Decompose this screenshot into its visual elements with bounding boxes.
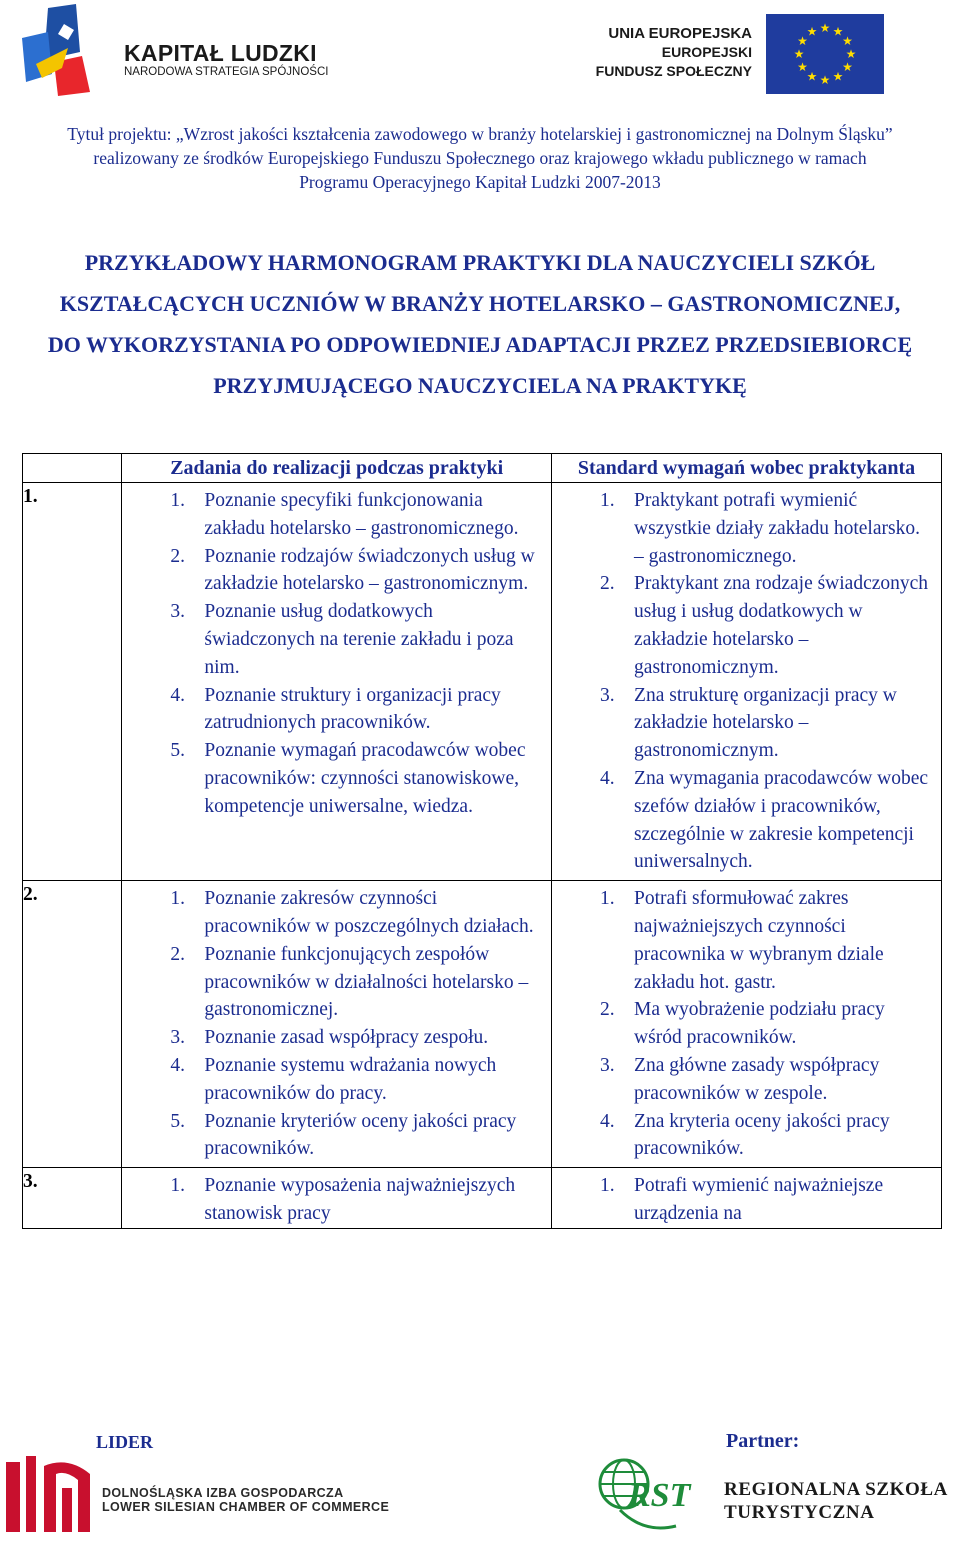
item-text: Poznanie specyfiki funkcjonowania zakładu hotelarsko – gastronomicznego.	[204, 490, 519, 539]
project-line-2: realizowany ze środków Europejskiego Funduszu Społecznego oraz krajowego wkładu publicznego w ramach	[93, 148, 867, 168]
task-list	[122, 1168, 551, 1228]
kapital-ludzki-name: KAPITAŁ LUDZKI	[124, 40, 317, 66]
kapital-ludzki-logo	[18, 4, 329, 96]
task-list	[122, 881, 551, 1167]
eu-flag-icon	[766, 14, 884, 94]
dig-line-2: LOWER SILESIAN CHAMBER OF COMMERCE	[102, 1500, 390, 1514]
item-number: 2.	[170, 943, 186, 965]
list-item	[170, 1172, 539, 1228]
item-number: 3.	[600, 684, 615, 706]
row-number: 2.	[23, 881, 122, 1168]
eu-line-1: UNIA EUROPEJSKA	[608, 25, 752, 42]
item-number: 5.	[170, 740, 186, 762]
list-item	[600, 1108, 931, 1164]
title-line-4: PRZYJMUJĄCEGO NAUCZYCIELA NA PRAKTYKĘ	[213, 373, 747, 398]
rst-line-1: REGIONALNA SZKOŁA	[724, 1479, 948, 1500]
tasks-cell	[122, 1168, 552, 1229]
eu-logo	[590, 14, 890, 96]
eu-star-icon: ★	[797, 60, 808, 74]
item-number: 3.	[600, 1054, 615, 1076]
eu-star-icon: ★	[819, 73, 831, 87]
row-number: 1.	[23, 483, 122, 881]
eu-star-icon: ★	[842, 34, 853, 48]
item-text: Poznanie kryteriów oceny jakości pracy pracowników.	[204, 1110, 517, 1160]
eu-star-icon: ★	[845, 47, 857, 61]
partner-label: Partner:	[726, 1430, 800, 1452]
header-number	[23, 454, 122, 483]
document-title	[0, 242, 960, 406]
eu-star-icon: ★	[793, 47, 805, 61]
eu-star-icon: ★	[832, 69, 844, 84]
table-header-row	[23, 454, 942, 483]
item-number: 3.	[170, 601, 186, 623]
item-number: 4.	[170, 1054, 186, 1076]
project-description	[0, 122, 960, 194]
list-item	[170, 487, 539, 543]
table-row	[23, 1168, 942, 1229]
item-text: Poznanie zasad współpracy zespołu.	[204, 1027, 489, 1049]
list-item	[600, 996, 931, 1052]
item-text: Poznanie struktury i organizacji pracy zatrudnionych pracowników.	[204, 684, 501, 734]
item-number: 4.	[170, 684, 186, 706]
eu-star-icon: ★	[832, 24, 844, 39]
list-item	[170, 598, 539, 681]
item-number: 3.	[170, 1027, 186, 1049]
table-row	[23, 881, 942, 1168]
item-number: 1.	[600, 888, 615, 910]
item-text: Potrafi wymienić najważniejsze urządzenia na	[634, 1175, 884, 1224]
item-number: 2.	[600, 573, 615, 595]
item-number: 4.	[600, 767, 615, 789]
item-text: Poznanie wymagań pracodawców wobec pracowników: czynności stanowiskowe, kompetencje uniwersalne, wiedza.	[204, 740, 526, 817]
list-item	[170, 737, 539, 820]
item-number: 4.	[600, 1110, 615, 1132]
kapital-ludzki-subtitle: NARODOWA STRATEGIA SPÓJNOŚCI	[124, 66, 329, 78]
rst-name	[724, 1478, 948, 1524]
eu-star-icon: ★	[842, 60, 853, 74]
eu-star-icon: ★	[806, 24, 818, 39]
list-item	[170, 1108, 539, 1164]
dig-logo-icon	[4, 1452, 96, 1538]
item-number: 1.	[170, 888, 186, 910]
list-item	[600, 682, 931, 765]
eu-line-3: FUNDUSZ SPOŁECZNY	[595, 63, 752, 79]
list-item	[170, 543, 539, 599]
project-line-3: Programu Operacyjnego Kapitał Ludzki 2007-2013	[299, 172, 661, 192]
eu-star-icon: ★	[806, 69, 818, 84]
eu-star-icon: ★	[819, 21, 831, 35]
tasks-cell	[122, 483, 552, 881]
lider-label: LIDER	[96, 1432, 154, 1452]
schedule-table	[22, 453, 942, 1229]
list-item	[600, 765, 931, 876]
list-item	[600, 570, 931, 681]
standards-cell	[552, 881, 942, 1168]
standard-list	[552, 483, 941, 880]
list-item	[600, 487, 931, 570]
item-text: Poznanie usług dodatkowych świadczonych na terenie zakładu i poza nim.	[204, 601, 514, 678]
item-text: Zna główne zasady współpracy pracowników w zespole.	[634, 1054, 880, 1104]
dig-line-1: DOLNOŚLĄSKA IZBA GOSPODARCZA	[102, 1486, 344, 1500]
dig-name	[102, 1486, 389, 1514]
eu-line-2: EUROPEJSKI	[661, 44, 752, 60]
standard-list	[552, 881, 941, 1167]
item-text: Poznanie funkcjonujących zespołów pracowników w działalności hotelarsko – gastronomicznej.	[204, 943, 529, 1021]
rst-logo-icon	[594, 1456, 706, 1538]
project-line-1: Tytuł projektu: „Wzrost jakości kształcenia zawodowego w branży hotelarskiej i gastronomicznej na Dolnym Śląsku”	[67, 124, 893, 144]
table-row	[23, 483, 942, 881]
title-line-2: KSZTAŁCĄCYCH UCZNIÓW W BRANŻY HOTELARSKO – GASTRONOMICZNEJ,	[59, 291, 901, 316]
list-item	[170, 885, 539, 941]
kapital-ludzki-emblem-icon	[18, 4, 108, 96]
list-item	[170, 1052, 539, 1108]
header-standards: Standard wymagań wobec praktykanta	[552, 454, 942, 483]
item-number: 1.	[600, 490, 615, 511]
task-list	[122, 483, 551, 825]
item-text: Zna kryteria oceny jakości pracy pracowników.	[634, 1110, 890, 1160]
standards-cell	[552, 1168, 942, 1229]
item-text: Praktykant zna rodzaje świadczonych usług i usług dodatkowych w zakładzie hotelarsko – gastronomicznym.	[634, 573, 929, 678]
standard-list	[552, 1168, 941, 1228]
item-number: 1.	[170, 1175, 186, 1197]
title-line-3: DO WYKORZYSTANIA PO ODPOWIEDNIEJ ADAPTACJI PRZEZ PRZEDSIEBIORCĘ	[47, 332, 913, 357]
list-item	[170, 682, 539, 738]
list-item	[170, 1024, 539, 1052]
rst-line-2: TURYSTYCZNA	[724, 1502, 875, 1523]
item-text: Praktykant potrafi wymienić wszystkie działy zakładu hotelarsko. – gastronomicznego.	[634, 490, 920, 567]
tasks-cell	[122, 881, 552, 1168]
title-line-1: PRZYKŁADOWY HARMONOGRAM PRAKTYKI DLA NAUCZYCIELI SZKÓŁ	[84, 250, 876, 275]
item-number: 2.	[170, 545, 186, 567]
list-item	[600, 1052, 931, 1108]
item-text: Poznanie zakresów czynności pracowników w poszczególnych działach.	[204, 888, 534, 937]
item-text: Zna strukturę organizacji pracy w zakładzie hotelarsko – gastronomicznym.	[634, 684, 897, 762]
list-item	[600, 885, 931, 996]
item-text: Poznanie systemu wdrażania nowych pracowników do pracy.	[204, 1054, 497, 1104]
header-tasks: Zadania do realizacji podczas praktyki	[122, 454, 552, 483]
item-text: Poznanie wyposażenia najważniejszych stanowisk pracy	[204, 1175, 516, 1224]
item-number: 1.	[600, 1175, 615, 1197]
item-text: Potrafi sformułować zakres najważniejszych czynności pracownika w wybranym dziale zakładu hot. gastr.	[634, 888, 884, 993]
list-item	[600, 1172, 931, 1228]
list-item	[170, 941, 539, 1024]
rst-logo-text: RST	[628, 1477, 691, 1514]
eu-logo-text	[590, 24, 752, 81]
eu-star-icon: ★	[797, 34, 808, 48]
item-number: 2.	[600, 999, 615, 1021]
item-number: 5.	[170, 1110, 186, 1132]
item-text: Ma wyobrażenie podziału pracy wśród pracowników.	[634, 999, 885, 1049]
standards-cell	[552, 483, 942, 881]
item-text: Poznanie rodzajów świadczonych usług w zakładzie hotelarsko – gastronomicznym.	[204, 545, 535, 595]
row-number: 3.	[23, 1168, 122, 1229]
item-text: Zna wymagania pracodawców wobec szefów działów i pracowników, szczególnie w zakresie kompetencji uniwersalnych.	[634, 767, 929, 873]
item-number: 1.	[170, 490, 186, 511]
